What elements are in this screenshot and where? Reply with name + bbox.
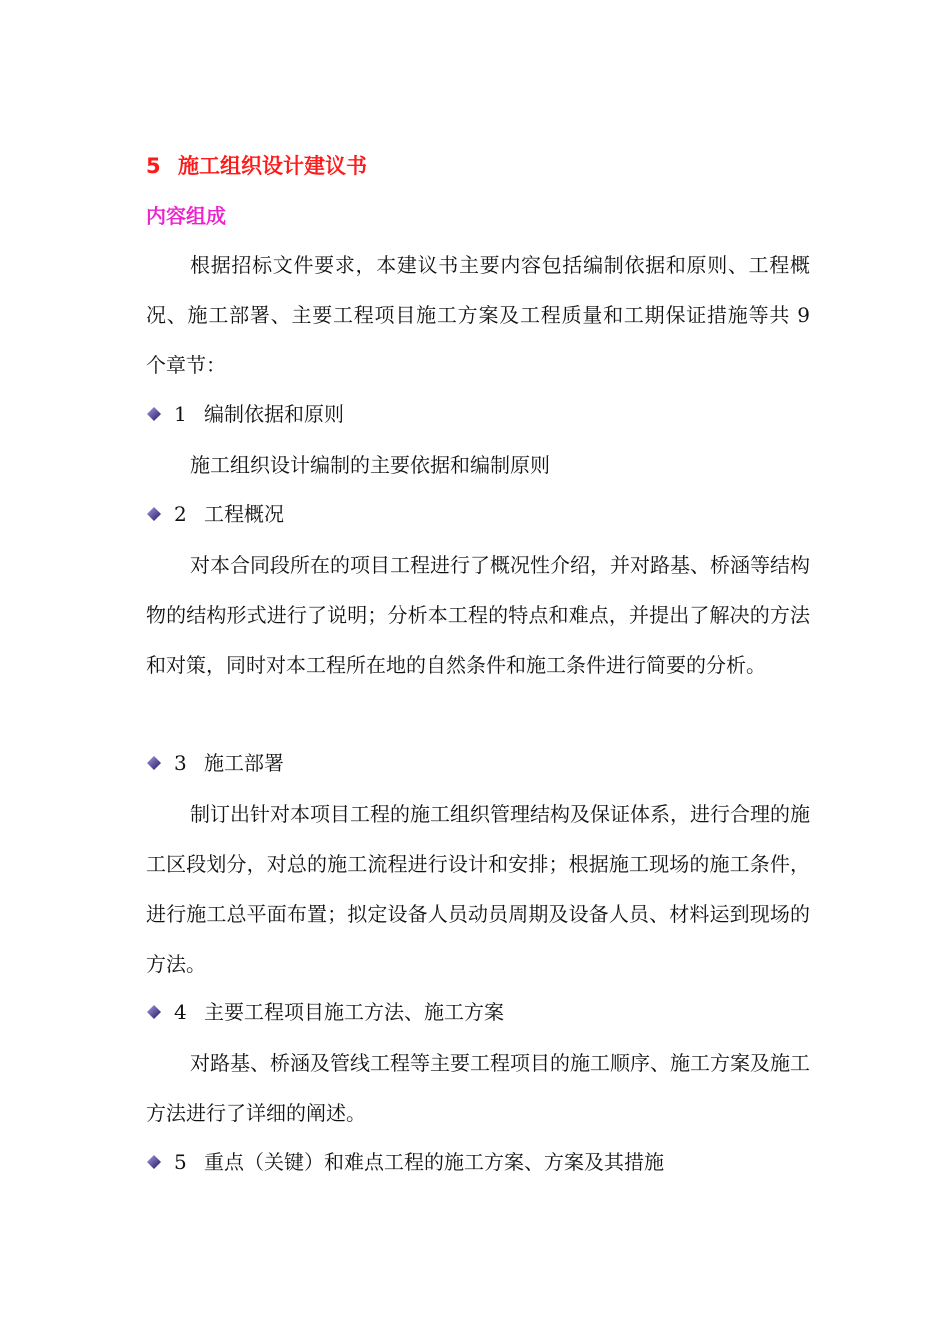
section-text-2: 对本合同段所在的项目工程进行了概况性介绍，并对路基、桥涵等结构物的结构形式进行了说明；分析本工程的特点和难点，并提出了解决的方法和对策，同时对本工程所在地的自然条件和施工条件进行简要的分析。 xyxy=(146,553,810,677)
section-item-title: 重点（关键）和难点工程的施工方案、方案及其措施 xyxy=(204,1150,664,1174)
section-item-title: 编制依据和原则 xyxy=(204,402,344,426)
section-text-1: 施工组织设计编制的主要依据和编制原则 xyxy=(190,453,550,477)
section-heading-number: 5 xyxy=(146,154,161,178)
section-item-number: 2 xyxy=(174,502,187,526)
section-item-3 xyxy=(146,748,284,778)
section-heading xyxy=(146,150,367,180)
diamond-bullet-icon xyxy=(146,406,162,422)
section-item-title: 施工部署 xyxy=(204,751,284,775)
diamond-bullet-icon xyxy=(146,1154,162,1170)
section-item-title: 工程概况 xyxy=(204,502,284,526)
section-heading-title: 施工组织设计建议书 xyxy=(178,154,367,178)
section-item-2 xyxy=(146,499,284,529)
section-item-5 xyxy=(146,1147,664,1177)
section-item-number: 4 xyxy=(174,1000,187,1024)
section-text-3: 制订出针对本项目工程的施工组织管理结构及保证体系，进行合理的施工区段划分，对总的施工流程进行设计和安排；根据施工现场的施工条件，进行施工总平面布置；拟定设备人员动员周期及设备人员、材料运到现场的方法。 xyxy=(146,802,810,976)
section-item-number: 5 xyxy=(174,1150,187,1174)
diamond-bullet-icon xyxy=(146,755,162,771)
intro-paragraph: 根据招标文件要求，本建议书主要内容包括编制依据和原则、工程概况、施工部署、主要工程项目施工方案及工程质量和工期保证措施等共 9 个章节： xyxy=(146,253,810,377)
diamond-bullet-icon xyxy=(146,506,162,522)
section-item-number: 1 xyxy=(174,402,187,426)
section-item-title: 主要工程项目施工方法、施工方案 xyxy=(204,1000,504,1024)
section-text-4: 对路基、桥涵及管线工程等主要工程项目的施工顺序、施工方案及施工方法进行了详细的阐述。 xyxy=(146,1051,810,1125)
diamond-bullet-icon xyxy=(146,1004,162,1020)
section-item-1 xyxy=(146,399,344,429)
section-item-4 xyxy=(146,997,504,1027)
section-item-number: 3 xyxy=(174,751,187,775)
subheading: 内容组成 xyxy=(146,204,226,228)
